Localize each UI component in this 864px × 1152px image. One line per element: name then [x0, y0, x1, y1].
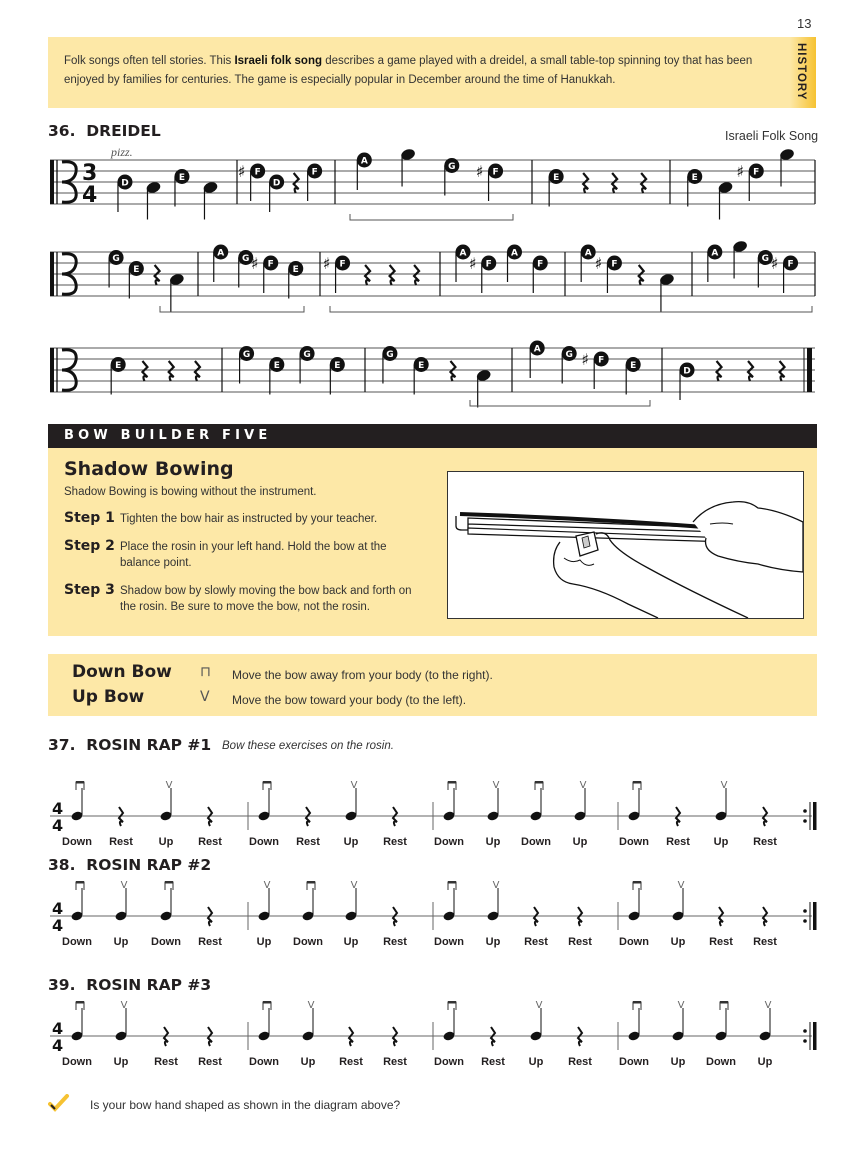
- svg-text:4: 4: [52, 1019, 64, 1038]
- shadow-bowing-illustration: [447, 471, 804, 619]
- up-bow-label: Up Bow: [72, 687, 145, 707]
- up-bow-icon: V: [200, 689, 210, 705]
- beat-label: Down: [293, 936, 323, 948]
- svg-text:F: F: [753, 167, 760, 178]
- pizz-marking: pizz.: [111, 145, 133, 159]
- checkmark-icon: [48, 1094, 70, 1116]
- bow-builder-header: [48, 424, 817, 448]
- svg-text:3: 3: [82, 161, 98, 186]
- svg-text:F: F: [485, 259, 492, 270]
- svg-text:D: D: [121, 178, 129, 189]
- svg-text:D: D: [272, 178, 281, 189]
- svg-text:F: F: [254, 167, 261, 178]
- beat-label: Rest: [481, 1056, 505, 1068]
- composer-credit: Israeli Folk Song: [725, 129, 819, 143]
- svg-text:E: E: [133, 265, 140, 275]
- svg-text:4: 4: [52, 816, 64, 835]
- svg-text:F: F: [787, 259, 794, 270]
- bow-direction-legend: [48, 654, 817, 716]
- svg-text:♯: ♯: [322, 254, 331, 273]
- exercise-37-subtitle: Bow these exercises on the rosin.: [222, 740, 394, 752]
- svg-text:G: G: [448, 162, 456, 172]
- svg-text:G: G: [565, 350, 573, 360]
- beat-label: Rest: [753, 936, 777, 948]
- beat-label: Up: [572, 836, 588, 848]
- rosin-rap-rhythms: [0, 740, 864, 1100]
- svg-text:V: V: [120, 1000, 128, 1011]
- exercise-39-title: 39. ROSIN RAP #3: [48, 976, 212, 994]
- svg-text:4: 4: [52, 899, 64, 918]
- svg-text:♯: ♯: [250, 254, 259, 273]
- beat-label: Rest: [524, 936, 548, 948]
- svg-text:♯: ♯: [594, 254, 603, 273]
- beat-label: Rest: [109, 836, 133, 848]
- beat-label: Rest: [296, 836, 320, 848]
- svg-text:F: F: [492, 167, 499, 178]
- beat-label: Rest: [198, 836, 222, 848]
- svg-text:D: D: [683, 366, 691, 377]
- shadow-bowing-description: Shadow Bowing is bowing without the instrument.: [64, 486, 317, 498]
- beat-label: Down: [434, 1056, 464, 1068]
- bow-and-hands-drawing: [448, 472, 803, 618]
- beat-label: Down: [434, 936, 464, 948]
- down-bow-description: Move the bow away from your body (to the right).: [232, 668, 493, 682]
- svg-text:V: V: [350, 880, 358, 891]
- svg-text:E: E: [691, 173, 698, 183]
- beat-label: Up: [485, 936, 501, 948]
- svg-text:F: F: [339, 259, 346, 270]
- beat-label: Down: [521, 836, 551, 848]
- svg-text:V: V: [120, 880, 128, 891]
- svg-text:V: V: [677, 1000, 685, 1011]
- svg-text:G: G: [386, 350, 394, 360]
- svg-text:E: E: [630, 361, 637, 371]
- svg-text:G: G: [303, 350, 311, 360]
- beat-label: Down: [706, 1056, 736, 1068]
- exercise-38-title: 38. ROSIN RAP #2: [48, 856, 212, 874]
- beat-label: Up: [158, 836, 174, 848]
- svg-text:♯: ♯: [475, 162, 484, 181]
- svg-text:A: A: [360, 156, 368, 167]
- svg-text:E: E: [273, 361, 280, 371]
- beat-label: Down: [249, 1056, 279, 1068]
- beat-label: Up: [485, 836, 501, 848]
- svg-text:A: A: [511, 248, 518, 259]
- exercise-37-title: 37. ROSIN RAP #1: [48, 736, 212, 754]
- page-number: 13: [797, 16, 812, 31]
- beat-label: Up: [113, 936, 129, 948]
- svg-text:V: V: [492, 780, 500, 791]
- svg-text:E: E: [553, 173, 560, 183]
- svg-text:♯: ♯: [581, 350, 589, 369]
- beat-label: Rest: [383, 936, 407, 948]
- beat-label: Rest: [709, 936, 733, 948]
- beat-label: Rest: [753, 836, 777, 848]
- beat-label: Down: [151, 936, 181, 948]
- svg-text:A: A: [459, 248, 467, 259]
- step-1: Step 1 Tighten the bow hair as instructed by your teacher.: [64, 510, 378, 526]
- beat-label: Up: [713, 836, 729, 848]
- step-2: Step 2 Place the rosin in your left hand. Hold the bow at the balance point.: [64, 538, 387, 569]
- svg-text:V: V: [307, 1000, 315, 1011]
- beat-label: Rest: [198, 936, 222, 948]
- bow-builder-panel: [48, 448, 817, 636]
- svg-text:A: A: [711, 248, 719, 259]
- svg-text:V: V: [263, 880, 271, 891]
- beat-label: Up: [670, 936, 686, 948]
- svg-text:E: E: [292, 265, 299, 275]
- beat-label: Up: [757, 1056, 773, 1068]
- svg-text:V: V: [492, 880, 500, 891]
- beat-label: Up: [256, 936, 272, 948]
- beat-label: Rest: [198, 1056, 222, 1068]
- beat-label: Rest: [383, 1056, 407, 1068]
- svg-text:V: V: [579, 780, 587, 791]
- beat-label: Up: [343, 836, 359, 848]
- beat-label: Rest: [568, 936, 592, 948]
- beat-label: Down: [62, 1056, 92, 1068]
- up-bow-description: Move the bow toward your body (to the left).: [232, 693, 467, 707]
- checklist-question: Is your bow hand shaped as shown in the diagram above?: [90, 1098, 401, 1112]
- svg-text:G: G: [242, 350, 251, 360]
- beat-label: Down: [62, 936, 92, 948]
- beat-label: Down: [619, 1056, 649, 1068]
- exercise-36-title: 36. DREIDEL: [48, 122, 161, 140]
- svg-text:E: E: [115, 361, 122, 371]
- svg-text:♯: ♯: [237, 162, 246, 181]
- svg-text:V: V: [720, 780, 728, 791]
- down-bow-label: Down Bow: [72, 662, 172, 682]
- svg-text:4: 4: [52, 916, 64, 935]
- beat-label: Down: [619, 936, 649, 948]
- svg-text:V: V: [350, 780, 358, 791]
- step-3: Step 3 Shadow bow by slowly moving the bow back and forth on the rosin. Be sure to move the bow, not the rosin.: [64, 582, 412, 613]
- svg-text:♯: ♯: [468, 254, 477, 273]
- beat-label: Rest: [568, 1056, 592, 1068]
- svg-text:G: G: [242, 254, 250, 264]
- svg-text:4: 4: [82, 183, 98, 208]
- svg-text:G: G: [761, 254, 770, 264]
- svg-text:F: F: [598, 355, 605, 366]
- history-tab-label: HISTORY: [795, 43, 807, 101]
- svg-text:F: F: [611, 259, 618, 270]
- beat-label: Down: [62, 836, 92, 848]
- svg-text:F: F: [537, 259, 544, 270]
- svg-text:♯: ♯: [736, 162, 745, 181]
- svg-text:V: V: [165, 780, 173, 791]
- svg-text:4: 4: [52, 1036, 64, 1055]
- beat-label: Rest: [154, 1056, 178, 1068]
- svg-text:A: A: [533, 344, 541, 355]
- svg-text:A: A: [217, 248, 225, 259]
- beat-label: Up: [343, 936, 359, 948]
- beat-label: Up: [300, 1056, 316, 1068]
- beat-label: Down: [434, 836, 464, 848]
- history-text: Folk songs often tell stories. This Israeli folk song describes a game played with a dreidel, a small table-top spinning toy that has been enjoyed by families for centuries. The game is especially popular in December around the time of Hanukkah.: [64, 55, 753, 86]
- beat-label: Down: [249, 836, 279, 848]
- shadow-bowing-title: Shadow Bowing: [64, 458, 234, 480]
- svg-text:F: F: [267, 259, 274, 270]
- svg-text:♯: ♯: [770, 254, 779, 273]
- dreidel-score: [0, 0, 864, 420]
- svg-text:V: V: [535, 1000, 543, 1011]
- beat-label: Up: [528, 1056, 544, 1068]
- beat-label: Rest: [666, 836, 690, 848]
- svg-text:V: V: [764, 1000, 772, 1011]
- beat-label: Down: [619, 836, 649, 848]
- svg-text:V: V: [677, 880, 685, 891]
- svg-text:A: A: [584, 248, 592, 259]
- svg-text:E: E: [334, 361, 341, 371]
- svg-text:E: E: [178, 173, 186, 183]
- svg-text:E: E: [418, 361, 425, 371]
- svg-text:F: F: [311, 167, 318, 178]
- down-bow-icon: ⊓: [200, 664, 211, 680]
- beat-label: Up: [113, 1056, 129, 1068]
- beat-label: Rest: [339, 1056, 363, 1068]
- beat-label: Rest: [383, 836, 407, 848]
- beat-label: Up: [670, 1056, 686, 1068]
- bow-builder-header-label: BOW BUILDER FIVE: [64, 428, 272, 443]
- svg-text:G: G: [112, 254, 120, 264]
- svg-text:4: 4: [52, 799, 64, 818]
